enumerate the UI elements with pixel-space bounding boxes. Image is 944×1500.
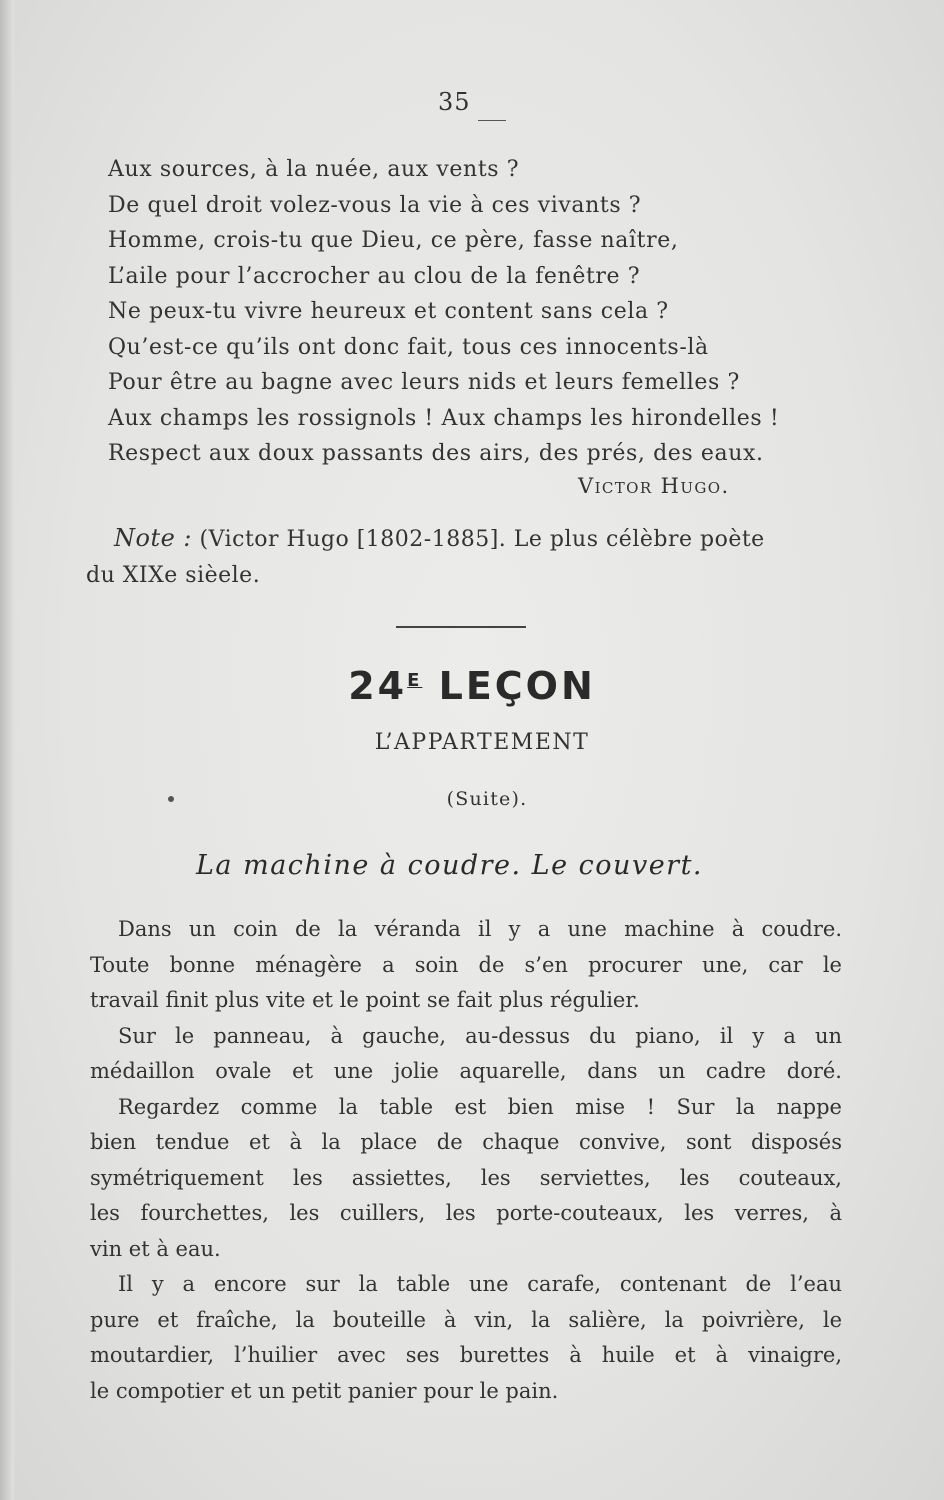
poem-author: Victor Hugo. <box>578 474 730 498</box>
poem-line: Qu’est-ce qu’ils ont donc fait, tous ces innocents-là <box>108 334 709 360</box>
poem-line: Aux sources, à la nuée, aux vents ? <box>108 157 520 182</box>
body-line: Regardez comme la table est bien mise ! Sur la nappe <box>118 1094 842 1119</box>
lesson-body <box>90 912 842 1409</box>
note-block <box>86 520 844 594</box>
poem-line: Ne peux-tu vivre heureux et content sans cela ? <box>108 299 669 324</box>
page-number-underline <box>478 120 506 121</box>
section-separator <box>396 626 526 628</box>
note-text-line2: du XIXe sièele. <box>86 563 261 588</box>
lesson-number-superscript: E <box>407 670 423 691</box>
body-line: pure et fraîche, la bouteille à vin, la salière, la poivrière, le <box>90 1307 842 1332</box>
poem-block <box>108 152 848 472</box>
body-line: Il y a encore sur la table une carafe, contenant de l’eau <box>118 1272 842 1296</box>
poem-line: Aux champs les rossignols ! Aux champs les hirondelles ! <box>108 405 780 431</box>
body-line: travail finit plus vite et le point se fait plus régulier. <box>90 988 640 1012</box>
body-line: Sur le panneau, à gauche, au-dessus du piano, il y a un <box>118 1023 842 1048</box>
note-label: Note : <box>114 524 193 552</box>
body-line: bien tendue et à la place de chaque convive, sont disposés <box>90 1130 842 1154</box>
poem-line: Homme, crois-tu que Dieu, ce père, fasse naître, <box>108 228 679 253</box>
lesson-word: LEÇON <box>438 664 596 708</box>
poem-line: L’aile pour l’accrocher au clou de la fenêtre ? <box>108 263 641 289</box>
body-line: le compotier et un petit panier pour le pain. <box>90 1378 559 1403</box>
body-line: moutardier, l’huilier avec ses burettes à huile et à vinaigre, <box>90 1343 842 1367</box>
body-line: Dans un coin de la véranda il y a une machine à coudre. <box>118 917 842 941</box>
lesson-subtitle: L’APPARTEMENT <box>374 730 590 755</box>
lesson-suite: (Suite). <box>446 788 528 810</box>
poem-line: Respect aux doux passants des airs, des prés, des eaux. <box>108 441 764 466</box>
body-line: Toute bonne ménagère a soin de s’en procurer une, car le <box>90 952 842 977</box>
lesson-number: 24 <box>348 664 408 708</box>
lesson-heading <box>0 664 944 708</box>
body-line: médaillon ovale et une jolie aquarelle, dans un cadre doré. <box>90 1059 842 1083</box>
body-line: les fourchettes, les cuillers, les porte-couteaux, les verres, à <box>90 1201 842 1225</box>
section-title: La machine à coudre. Le couvert. <box>196 850 704 881</box>
poem-line: Pour être au bagne avec leurs nids et leurs femelles ? <box>108 370 740 395</box>
note-text-line1: (Victor Hugo [1802-1885]. Le plus célèbre poète <box>199 527 765 552</box>
body-line: vin et à eau. <box>90 1236 221 1261</box>
poem-line: De quel droit volez-vous la vie à ces vivants ? <box>108 192 642 218</box>
body-line: symétriquement les assiettes, les serviettes, les couteaux, <box>90 1165 842 1190</box>
page-number: 35 <box>438 88 471 116</box>
